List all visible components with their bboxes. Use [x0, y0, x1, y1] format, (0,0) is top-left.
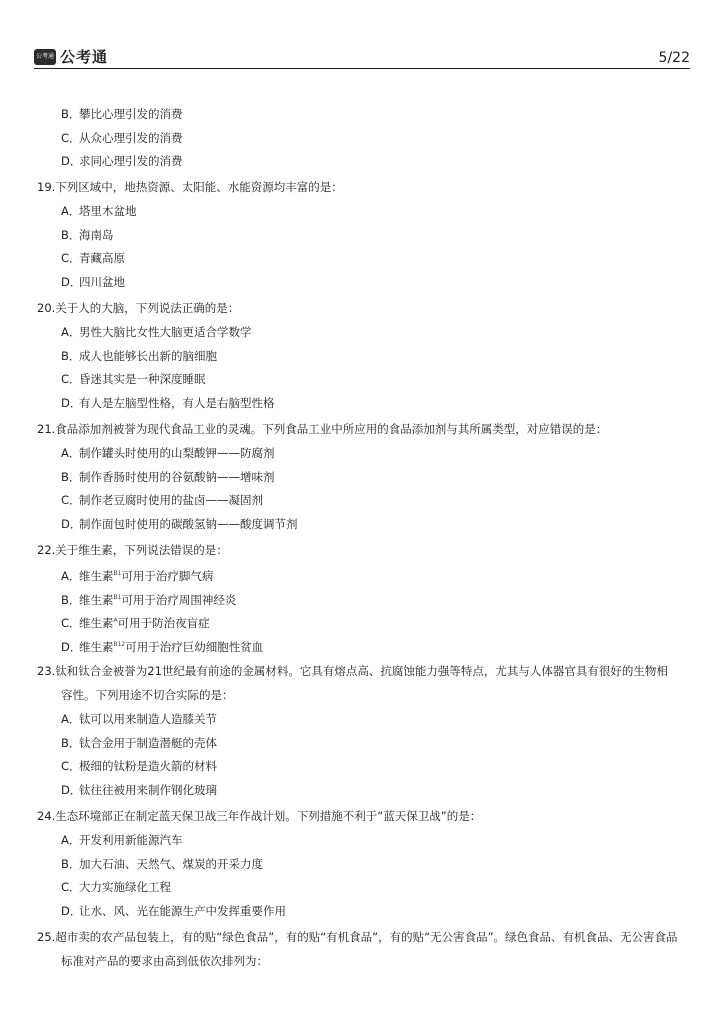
logo-text: 公考通	[60, 48, 109, 66]
option: B．成人也能够长出新的脑细胞	[61, 349, 217, 363]
option: A．开发利用新能源汽车	[61, 833, 183, 847]
question-20: 20.关于人的大脑，下列说法正确的是：	[37, 301, 240, 315]
option: C．维生素$^A$可用于防治夜盲症	[61, 615, 210, 630]
option: A．钛可以用来制造人造膝关节	[61, 712, 217, 726]
option: B．钛合金用于制造潜艇的壳体	[61, 736, 217, 750]
question-23-continued: 容性。下列用途不切合实际的是：	[61, 688, 234, 702]
option: D．维生素$^{B12}$可用于治疗巨幼细胞性贫血	[61, 639, 264, 654]
option: B．海南岛	[61, 228, 114, 242]
option: B．维生素$^{B1}$可用于治疗周围神经炎	[61, 592, 237, 607]
question-21: 21.食品添加剂被誉为现代食品工业的灵魂。下列食品工业中所应用的食品添加剂与其所属类型，对应错误的是：	[37, 422, 608, 436]
option: A．男性大脑比女性大脑更适合学数学	[61, 325, 252, 339]
option: C．极细的钛粉是造火箭的材料	[61, 759, 217, 773]
option: C．大力实施绿化工程	[61, 880, 171, 894]
option: B．加大石油、天然气、煤炭的开采力度	[61, 857, 263, 871]
option: A．制作罐头时使用的山梨酸钾——防腐剂	[61, 446, 275, 460]
question-25-continued: 标准对产品的要求由高到低依次排列为：	[61, 954, 268, 968]
option: D．有人是左脑型性格，有人是右脑型性格	[61, 396, 275, 410]
option: D．让水、风、光在能源生产中发挥重要作用	[61, 904, 286, 918]
option: B．制作香肠时使用的谷氨酸钠——增味剂	[61, 470, 275, 484]
question-22: 22.关于维生素，下列说法错误的是：	[37, 543, 228, 557]
option: D．四川盆地	[61, 275, 125, 289]
option: D．钛往往被用来制作钢化玻璃	[61, 783, 217, 797]
logo	[34, 46, 108, 67]
logo-badge-icon: 公考通	[34, 49, 56, 65]
question-24: 24.生态环境部正在制定蓝天保卫战三年作战计划。下列措施不利于“蓝天保卫战”的是：	[37, 809, 482, 823]
question-25: 25.超市卖的农产品包装上，有的贴“绿色食品”，有的贴“有机食品”，有的贴“无公害食品”。绿色食品、有机食品、无公害食品	[37, 930, 678, 944]
page-header	[34, 44, 690, 69]
question-23: 23.钛和钛合金被誉为21世纪最有前途的金属材料。它具有熔点高、抗腐蚀能力强等特点，尤其与人体器官具有很好的生物相	[37, 664, 668, 678]
option: A．塔里木盆地	[61, 204, 137, 218]
option: D．求同心理引发的消费	[61, 154, 183, 168]
option: D．制作面包时使用的碳酸氢钠——酸度调节剂	[61, 517, 298, 531]
option: C．青藏高原	[61, 251, 125, 265]
question-19: 19.下列区域中，地热资源、太阳能、水能资源均丰富的是：	[37, 180, 343, 194]
page-number: 5/22	[658, 50, 690, 66]
option: A．维生素$^{B1}$可用于治疗脚气病	[61, 568, 214, 583]
option: C．昏迷其实是一种深度睡眠	[61, 372, 206, 386]
option: C．制作老豆腐时使用的盐卤——凝固剂	[61, 493, 263, 507]
option: C．从众心理引发的消费	[61, 131, 183, 145]
option: B．攀比心理引发的消费	[61, 107, 183, 121]
